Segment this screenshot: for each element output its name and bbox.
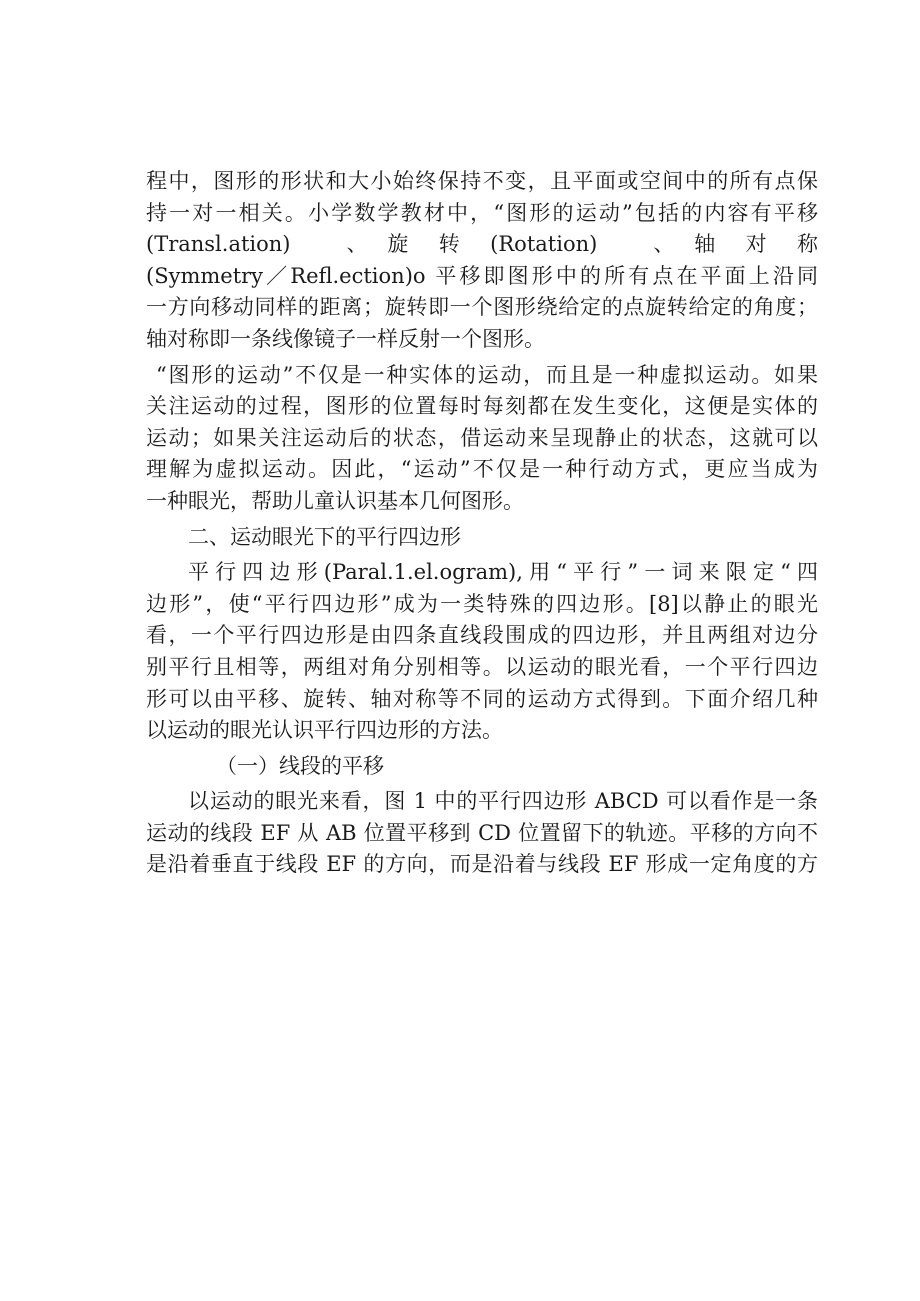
text-line: 一方向移动同样的距离；旋转即一个图形绕给定的点旋转给定的角度； [146, 295, 818, 320]
text-line: 一种眼光，帮助儿童认识基本几何图形。 [146, 488, 524, 513]
subsection-heading [146, 751, 818, 783]
paragraph-transformations-definition [146, 166, 818, 356]
paragraph-segment-translation [146, 786, 818, 881]
heading-text: （一）线段的平移 [216, 753, 384, 778]
text-line: 运动；如果关注运动后的状态，借运动来呈现静止的状态，这就可以 [146, 425, 818, 450]
text-line: 以运动的眼光来看，图 1 中的平行四边形 ABCD 可以看作是一条 [188, 789, 818, 814]
text-line: 关注运动的过程，图形的位置每时每刻都在发生变化，这便是实体的 [146, 394, 818, 419]
text-line: 持一对一相关。小学数学教材中，“图形的运动”包括的内容有平移 [146, 200, 818, 225]
text-line: 是沿着垂直于线段 EF 的方向，而是沿着与线段 EF 形成一定角度的方 [146, 852, 818, 877]
text-line: (Transl.ation) 、 旋 转 (Rotation) 、 轴 对 称 [146, 232, 818, 257]
text-line: 运动的线段 EF 从 AB 位置平移到 CD 位置留下的轨迹。平移的方向不 [146, 820, 818, 845]
text-line: 平行四边形(Paral.1.el.ogram),用“平行”一词来限定“四 [188, 560, 818, 585]
section-heading [146, 522, 818, 554]
text-line: 轴对称即一条线像镜子一样反射一个图形。 [146, 326, 545, 351]
text-line: 程中，图形的形状和大小始终保持不变，且平面或空间中的所有点保 [146, 169, 818, 193]
paragraph-virtual-motion [146, 360, 818, 518]
text-line: 看，一个平行四边形是由四条直线段围成的四边形，并且两组对边分 [146, 623, 818, 648]
heading-text: 二、运动眼光下的平行四边形 [188, 524, 461, 549]
text-line: (Symmetry／Refl.ection)o 平移即图形中的所有点在平面上沿同 [146, 263, 818, 288]
text-line: 形可以由平移、旋转、轴对称等不同的运动方式得到。下面介绍几种 [146, 686, 818, 711]
document-body [146, 166, 818, 881]
paragraph-parallelogram [146, 557, 818, 747]
text-line: 以运动的眼光认识平行四边形的方法。 [146, 718, 503, 743]
text-line: 理解为虚拟运动。因此，“运动”不仅是一种行动方式，更应当成为 [146, 457, 818, 482]
text-line: 边形”，使“平行四边形”成为一类特殊的四边形。[8]以静止的眼光 [146, 591, 818, 616]
text-line: “图形的运动”不仅是一种实体的运动，而且是一种虚拟运动。如果 [156, 362, 818, 387]
text-line: 别平行且相等，两组对角分别相等。以运动的眼光看，一个平行四边 [146, 654, 818, 679]
